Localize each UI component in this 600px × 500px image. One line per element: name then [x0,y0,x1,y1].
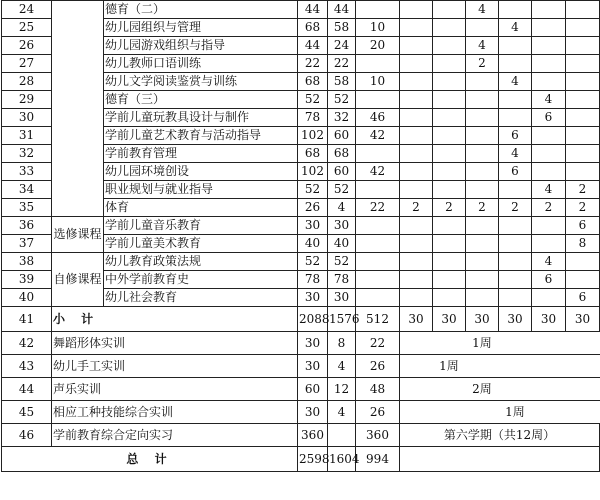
semester-s2 [433,37,466,55]
semester-s2 [433,289,466,307]
semester-s1 [400,235,433,253]
semester-s3: 4 [466,1,499,19]
practice-hours: 42 [356,163,400,181]
semester-s3 [466,181,499,199]
theory-hours: 12 [328,378,356,401]
practical-row [2,355,600,378]
theory-hours: 22 [328,55,356,73]
semester-s2: 1周 [433,355,466,378]
semester-s1 [400,401,433,424]
total-hours: 30 [298,332,328,355]
table-row [2,1,600,19]
total-hours: 60 [298,378,328,401]
total-hours: 30 [298,289,328,307]
semester-s1 [400,253,433,271]
theory-hours: 4 [328,401,356,424]
row-number: 40 [2,289,52,307]
theory-hours: 58 [328,73,356,91]
total-hours: 30 [298,217,328,235]
course-name: 学前儿童艺术教育与活动指导 [104,127,298,145]
practice-hours [356,217,400,235]
semester-s2 [433,253,466,271]
practice-hours: 994 [356,447,400,472]
semester-s3 [466,289,499,307]
practice-hours: 48 [356,378,400,401]
total-hours: 44 [298,1,328,19]
semester-s4 [499,55,532,73]
semester-s5 [532,235,566,253]
row-number: 37 [2,235,52,253]
course-name: 职业规划与就业指导 [104,181,298,199]
semester-s6 [566,1,600,19]
semester-s1 [400,127,433,145]
semester-s6: 6 [566,217,600,235]
theory-hours: 60 [328,163,356,181]
theory-hours: 40 [328,235,356,253]
semester-s2 [433,271,466,289]
course-name: 舞蹈形体实训 [52,332,298,355]
curriculum-table [1,0,600,472]
semester-s6 [566,19,600,37]
practice-hours [356,145,400,163]
semester-s2 [433,109,466,127]
semester-s5 [532,217,566,235]
semester-s4 [499,332,532,355]
theory-hours: 60 [328,127,356,145]
total-hours: 22 [298,55,328,73]
semester-s6 [566,55,600,73]
semester-s3 [466,271,499,289]
course-name: 幼儿园组织与管理 [104,19,298,37]
practice-hours: 22 [356,199,400,217]
semester-s5: 4 [532,253,566,271]
course-name: 德育（二） [104,1,298,19]
semester-s2 [433,19,466,37]
grand-total-row [2,447,600,472]
semester-s5 [532,401,566,424]
row-number: 45 [2,401,52,424]
semester-s6 [566,73,600,91]
semester-s5: 4 [532,91,566,109]
total-hours: 44 [298,37,328,55]
semester-s1 [400,332,433,355]
course-name: 幼儿园环境创设 [104,163,298,181]
semester-s4: 1周 [499,401,532,424]
semester-s3 [466,355,499,378]
category-self-study: 自修课程 [52,253,104,307]
semester-s1 [400,55,433,73]
semester-s2: 2 [433,199,466,217]
semester-s5 [532,145,566,163]
semester-s1 [400,1,433,19]
semester-s6 [566,332,600,355]
semester-s2 [433,235,466,253]
semester-s2 [433,73,466,91]
semester-s5 [532,332,566,355]
semester-s1 [400,289,433,307]
total-hours: 78 [298,109,328,127]
course-name: 幼儿社会教育 [104,289,298,307]
theory-hours: 44 [328,1,356,19]
practice-hours: 360 [356,424,400,447]
internship-note: 第六学期（共12周） [400,424,600,447]
semester-s3 [466,91,499,109]
course-name: 幼儿园游戏组织与指导 [104,37,298,55]
semester-s4 [499,271,532,289]
practice-hours: 26 [356,401,400,424]
course-name: 德育（三） [104,91,298,109]
semester-s4: 4 [499,19,532,37]
semester-s5: 30 [532,307,566,332]
semester-s1 [400,378,433,401]
semester-s5 [532,37,566,55]
semester-s1 [400,19,433,37]
semester-s2 [433,91,466,109]
semester-s1 [400,91,433,109]
practice-hours: 10 [356,19,400,37]
row-number: 31 [2,127,52,145]
practice-hours [356,271,400,289]
semester-s6 [566,145,600,163]
total-hours: 78 [298,271,328,289]
semester-s5 [532,163,566,181]
course-name: 学前儿童美术教育 [104,235,298,253]
course-name: 幼儿教师口语训练 [104,55,298,73]
semester-s3 [466,163,499,181]
total-hours: 68 [298,145,328,163]
semester-s3 [466,235,499,253]
semester-s2 [433,332,466,355]
semester-s3 [466,217,499,235]
practice-hours: 42 [356,127,400,145]
course-name: 学前教育综合定向实习 [52,424,298,447]
practice-hours: 46 [356,109,400,127]
subtotal-label: 小 计 [52,307,298,332]
practice-hours: 10 [356,73,400,91]
total-hours: 52 [298,91,328,109]
semester-s4: 2 [499,199,532,217]
theory-hours: 1576 [328,307,356,332]
course-name: 中外学前教育史 [104,271,298,289]
practice-hours [356,1,400,19]
practice-hours: 20 [356,37,400,55]
semester-s3: 30 [466,307,499,332]
practice-hours: 512 [356,307,400,332]
theory-hours: 24 [328,37,356,55]
semester-s6 [566,109,600,127]
semester-s1: 2 [400,199,433,217]
semester-s4 [499,109,532,127]
semester-s5 [532,1,566,19]
theory-hours: 30 [328,289,356,307]
total-hours: 102 [298,163,328,181]
semester-s3 [466,109,499,127]
course-name: 幼儿文学阅读鉴赏与训练 [104,73,298,91]
table-row [2,253,600,271]
theory-hours: 58 [328,19,356,37]
theory-hours: 32 [328,109,356,127]
semester-s3: 4 [466,37,499,55]
semester-s4 [499,289,532,307]
practical-row [2,401,600,424]
theory-hours: 30 [328,217,356,235]
row-number: 34 [2,181,52,199]
semester-s4 [499,355,532,378]
internship-row [2,424,600,447]
practical-row [2,378,600,401]
grand-total-blank [400,447,600,472]
theory-hours: 52 [328,91,356,109]
row-number: 24 [2,1,52,19]
semester-s1 [400,37,433,55]
practice-hours [356,253,400,271]
semester-s4 [499,235,532,253]
semester-s2 [433,127,466,145]
theory-hours: 52 [328,181,356,199]
semester-s1 [400,163,433,181]
semester-s5 [532,378,566,401]
semester-s6 [566,378,600,401]
semester-s4 [499,37,532,55]
semester-s2: 30 [433,307,466,332]
semester-s5 [532,289,566,307]
semester-s4 [499,181,532,199]
course-name: 幼儿教育政策法规 [104,253,298,271]
category-cell-required [52,1,104,217]
semester-s1 [400,181,433,199]
row-number: 39 [2,271,52,289]
practice-hours [356,91,400,109]
semester-s6: 8 [566,235,600,253]
semester-s1 [400,145,433,163]
row-number: 46 [2,424,52,447]
semester-s3: 2 [466,55,499,73]
semester-s3 [466,19,499,37]
semester-s3 [466,73,499,91]
theory-hours: 4 [328,355,356,378]
total-hours: 102 [298,127,328,145]
course-name: 学前儿童音乐教育 [104,217,298,235]
semester-s1 [400,355,433,378]
semester-s5: 4 [532,181,566,199]
semester-s5 [532,55,566,73]
row-number: 27 [2,55,52,73]
practice-hours [356,55,400,73]
total-hours: 68 [298,73,328,91]
total-hours: 30 [298,401,328,424]
theory-hours: 4 [328,199,356,217]
practice-hours [356,235,400,253]
row-number: 44 [2,378,52,401]
theory-hours: 52 [328,253,356,271]
row-number: 28 [2,73,52,91]
semester-s6 [566,401,600,424]
semester-s6: 2 [566,181,600,199]
theory-hours: 8 [328,332,356,355]
semester-s4 [499,378,532,401]
semester-s4: 4 [499,145,532,163]
semester-s5: 6 [532,271,566,289]
course-name: 声乐实训 [52,378,298,401]
row-number: 25 [2,19,52,37]
semester-s3: 2周 [466,378,499,401]
semester-s3: 1周 [466,332,499,355]
semester-s6 [566,271,600,289]
practice-hours [356,181,400,199]
total-hours: 52 [298,253,328,271]
theory-hours: 78 [328,271,356,289]
semester-s4: 6 [499,127,532,145]
theory-hours [328,424,356,447]
row-number: 43 [2,355,52,378]
semester-s3 [466,253,499,271]
semester-s4: 6 [499,163,532,181]
row-number: 42 [2,332,52,355]
grand-total-label: 总 计 [2,447,298,472]
row-number: 30 [2,109,52,127]
category-elective: 选修课程 [52,217,104,253]
semester-s1 [400,109,433,127]
row-number: 38 [2,253,52,271]
total-hours: 26 [298,199,328,217]
practice-hours: 26 [356,355,400,378]
semester-s2 [433,55,466,73]
semester-s6: 30 [566,307,600,332]
total-hours: 40 [298,235,328,253]
course-name: 体育 [104,199,298,217]
semester-s3 [466,401,499,424]
semester-s5: 2 [532,199,566,217]
semester-s1 [400,73,433,91]
semester-s6 [566,163,600,181]
semester-s5 [532,19,566,37]
row-number: 32 [2,145,52,163]
semester-s2 [433,401,466,424]
semester-s3: 2 [466,199,499,217]
course-name: 相应工种技能综合实训 [52,401,298,424]
practical-row [2,332,600,355]
total-hours: 2598 [298,447,328,472]
semester-s6 [566,355,600,378]
semester-s4 [499,217,532,235]
semester-s6 [566,91,600,109]
semester-s5 [532,127,566,145]
total-hours: 52 [298,181,328,199]
subtotal-row [2,307,600,332]
semester-s5 [532,355,566,378]
semester-s6 [566,253,600,271]
total-hours: 2088 [298,307,328,332]
semester-s6: 2 [566,199,600,217]
practice-hours [356,289,400,307]
row-number: 33 [2,163,52,181]
course-name: 学前教育管理 [104,145,298,163]
semester-s4: 4 [499,73,532,91]
semester-s6 [566,37,600,55]
semester-s2 [433,378,466,401]
row-number: 35 [2,199,52,217]
semester-s1 [400,217,433,235]
semester-s2 [433,163,466,181]
semester-s4 [499,1,532,19]
semester-s4 [499,91,532,109]
semester-s2 [433,145,466,163]
row-number: 36 [2,217,52,235]
practice-hours: 22 [356,332,400,355]
semester-s2 [433,217,466,235]
semester-s4: 30 [499,307,532,332]
theory-hours: 1604 [328,447,356,472]
table-row [2,217,600,235]
total-hours: 68 [298,19,328,37]
row-number: 41 [2,307,52,332]
semester-s3 [466,145,499,163]
row-number: 26 [2,37,52,55]
semester-s6 [566,127,600,145]
semester-s5 [532,73,566,91]
semester-s1 [400,271,433,289]
semester-s1: 30 [400,307,433,332]
theory-hours: 68 [328,145,356,163]
total-hours: 30 [298,355,328,378]
row-number: 29 [2,91,52,109]
semester-s3 [466,127,499,145]
semester-s6: 6 [566,289,600,307]
semester-s4 [499,253,532,271]
total-hours: 360 [298,424,328,447]
course-name: 幼儿手工实训 [52,355,298,378]
semester-s2 [433,1,466,19]
semester-s5: 6 [532,109,566,127]
semester-s2 [433,181,466,199]
course-name: 学前儿童玩教具设计与制作 [104,109,298,127]
